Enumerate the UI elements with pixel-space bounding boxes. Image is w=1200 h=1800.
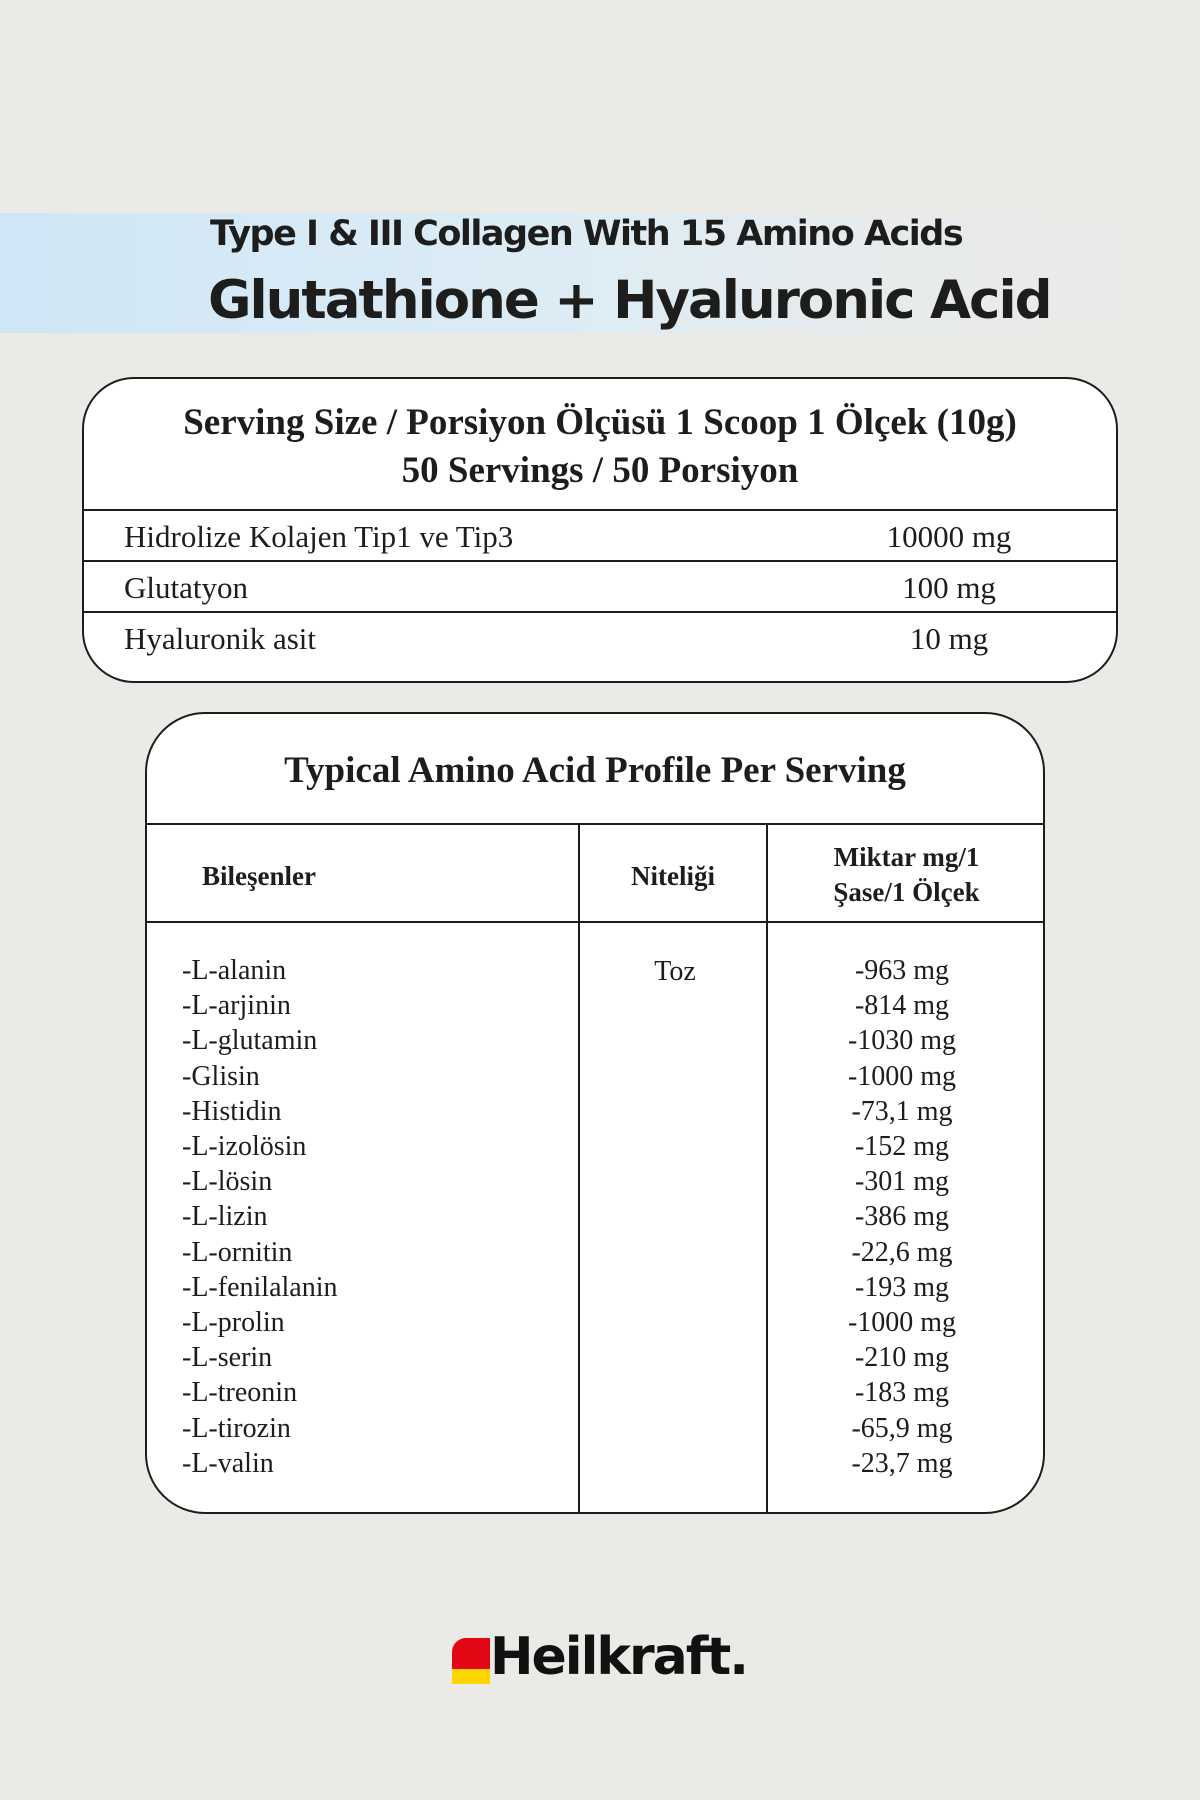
ingredient-amount: 100 mg [902,570,996,605]
amino-name: -L-fenilalanin [182,1271,338,1303]
divider [147,823,1043,825]
column-header-components: Bileşenler [202,861,316,891]
amino-name: -L-prolin [182,1307,285,1339]
ingredient-row [84,613,1116,664]
amino-amount: -193 mg [854,1271,950,1303]
amino-amount: -1000 mg [847,1307,957,1339]
amino-amount: -1000 mg [847,1060,957,1092]
amino-amount: -22,6 mg [851,1236,953,1268]
amino-amount: -301 mg [854,1166,950,1198]
column-header-quality: Niteliği [631,861,715,891]
ingredient-amount: 10000 mg [886,519,1012,554]
ingredient-name: Hidrolize Kolajen Tip1 ve Tip3 [124,519,514,554]
amino-name: -L-izolösin [182,1131,307,1163]
amino-name: -L-lösin [182,1166,273,1198]
column-header-amount-line1: Miktar mg/1 [833,842,980,872]
amino-name: -L-serin [182,1342,273,1374]
amino-name-list [182,953,337,1481]
divider [147,921,1043,923]
amino-name: -L-ornitin [182,1236,293,1268]
column-header-amount-line2: Şase/1 Ölçek [833,877,980,907]
flag-stripe [452,1669,490,1684]
ingredient-amount: 10 mg [909,621,989,656]
serving-size-table [82,377,1118,683]
amino-name: -L-glutamin [182,1025,318,1057]
amino-amount: -210 mg [854,1342,950,1374]
column-divider [578,823,580,1514]
amino-amount: -963 mg [854,955,950,986]
amino-name: -L-valin [182,1447,274,1479]
flag-icon [452,1638,490,1684]
flag-stripe [452,1638,490,1653]
amino-amount: -65,9 mg [851,1412,953,1444]
serving-size-line: Serving Size / Porsiyon Ölçüsü 1 Scoop 1 Ölçek (10g) [183,402,1017,443]
amino-amount: -23,7 mg [851,1447,953,1479]
brand-logo [452,1627,772,1687]
ingredient-name: Hyaluronik asit [124,621,316,656]
amino-table-title: Typical Amino Acid Profile Per Serving [284,750,906,791]
ingredient-row [84,562,1116,613]
flag-stripe [452,1653,490,1668]
amino-name: -L-treonin [182,1377,298,1409]
ingredient-name: Glutatyon [124,570,248,605]
header-subtitle: Type I & III Collagen With 15 Amino Acids [210,214,963,254]
amino-amount: -183 mg [854,1377,950,1409]
header-title: Glutathione + Hyaluronic Acid [208,270,1051,331]
amino-amount: -386 mg [854,1201,950,1233]
amino-amount: -1030 mg [847,1025,957,1057]
brand-name: Heilkraft. [490,1627,747,1687]
amino-name: -L-tirozin [182,1412,291,1444]
serving-size-header [84,379,1116,511]
amino-amount: -814 mg [854,990,950,1022]
ingredient-row [84,511,1116,562]
servings-count-line: 50 Servings / 50 Porsiyon [401,450,799,491]
amino-acid-table [145,712,1045,1514]
amino-amount: -73,1 mg [851,1095,953,1127]
amino-amount-list [759,953,1045,1481]
quality-value: Toz [654,956,696,987]
column-header-amount [768,840,1045,910]
amino-name: -L-alanin [182,955,287,986]
amino-name: -Glisin [182,1060,260,1092]
amino-name: -Histidin [182,1095,282,1127]
amino-name: -L-lizin [182,1201,268,1233]
amino-name: -L-arjinin [182,990,291,1022]
amino-amount: -152 mg [854,1131,950,1163]
